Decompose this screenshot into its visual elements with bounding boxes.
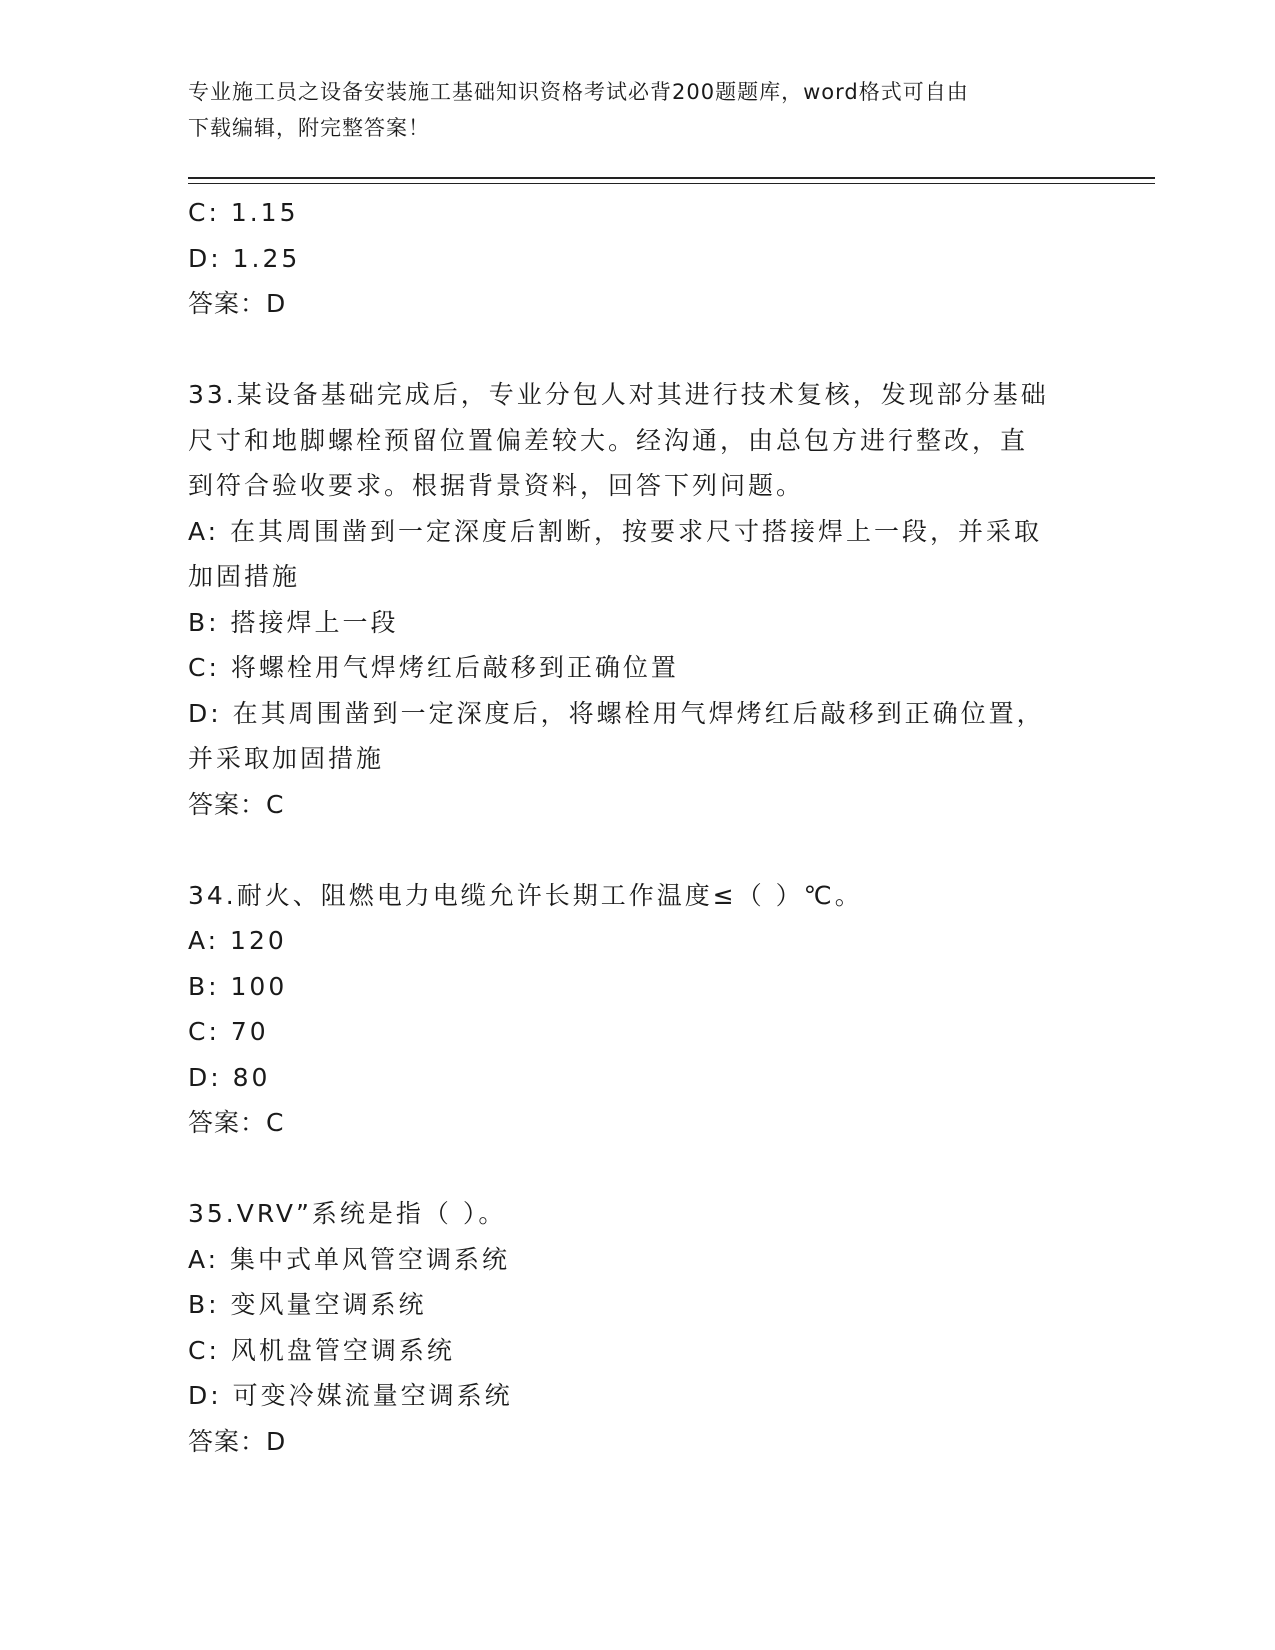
header-divider-thin bbox=[188, 183, 1155, 184]
prev-question-block bbox=[188, 190, 1088, 327]
option-c: C: 70 bbox=[188, 1017, 269, 1046]
option-b: B: 变风量空调系统 bbox=[188, 1290, 427, 1319]
question-34 bbox=[188, 873, 1088, 1146]
option-b: B: 搭接焊上一段 bbox=[188, 607, 399, 637]
spacer bbox=[188, 827, 1088, 873]
answer-line: 答案：C bbox=[188, 1108, 285, 1137]
answer-line: 答案：D bbox=[188, 289, 287, 318]
option-d: D: 在其周围凿到一定深度后，将螺栓用气焊烤红后敲移到正确位置， bbox=[188, 698, 1045, 728]
question-33 bbox=[188, 372, 1088, 827]
question-stem: 34.耐火、阻燃电力电缆允许长期工作温度≤（ ）℃。 bbox=[188, 880, 863, 910]
option-d: D: 80 bbox=[188, 1062, 271, 1092]
question-stem-line: 33.某设备基础完成后，专业分包人对其进行技术复核，发现部分基础 bbox=[188, 380, 1049, 409]
option-c: C: 风机盘管空调系统 bbox=[188, 1335, 455, 1365]
header-line-1: 专业施工员之设备安装施工基础知识资格考试必背200题题库，word格式可自由 bbox=[188, 80, 969, 104]
option-a: A: 在其周围凿到一定深度后割断，按要求尺寸搭接焊上一段，并采取 bbox=[188, 516, 1043, 546]
question-stem-line: 尺寸和地脚螺栓预留位置偏差较大。经沟通，由总包方进行整改，直 bbox=[188, 425, 1029, 455]
question-35 bbox=[188, 1191, 1088, 1464]
option-a: A: 集中式单风管空调系统 bbox=[188, 1244, 511, 1274]
option-a-continued: 加固措施 bbox=[188, 562, 301, 591]
option-a: A: 120 bbox=[188, 926, 287, 955]
question-list bbox=[188, 190, 1088, 1464]
option-d-continued: 并采取加固措施 bbox=[188, 744, 385, 773]
spacer bbox=[188, 327, 1088, 373]
question-stem-line: 到符合验收要求。根据背景资料，回答下列问题。 bbox=[188, 471, 805, 500]
option-d: D: 1.25 bbox=[188, 243, 301, 273]
spacer bbox=[188, 1146, 1088, 1192]
document-header bbox=[188, 74, 1088, 146]
option-d: D: 可变冷媒流量空调系统 bbox=[188, 1381, 513, 1410]
header-divider-thick bbox=[188, 177, 1155, 179]
answer-line: 答案：C bbox=[188, 789, 285, 819]
option-c: C: 1.15 bbox=[188, 198, 299, 227]
answer-line: 答案：D bbox=[188, 1426, 287, 1456]
option-b: B: 100 bbox=[188, 971, 288, 1001]
question-stem: 35.VRV”系统是指（ ）。 bbox=[188, 1199, 507, 1228]
option-c: C: 将螺栓用气焊烤红后敲移到正确位置 bbox=[188, 653, 679, 682]
header-line-2: 下载编辑，附完整答案！ bbox=[188, 116, 430, 140]
